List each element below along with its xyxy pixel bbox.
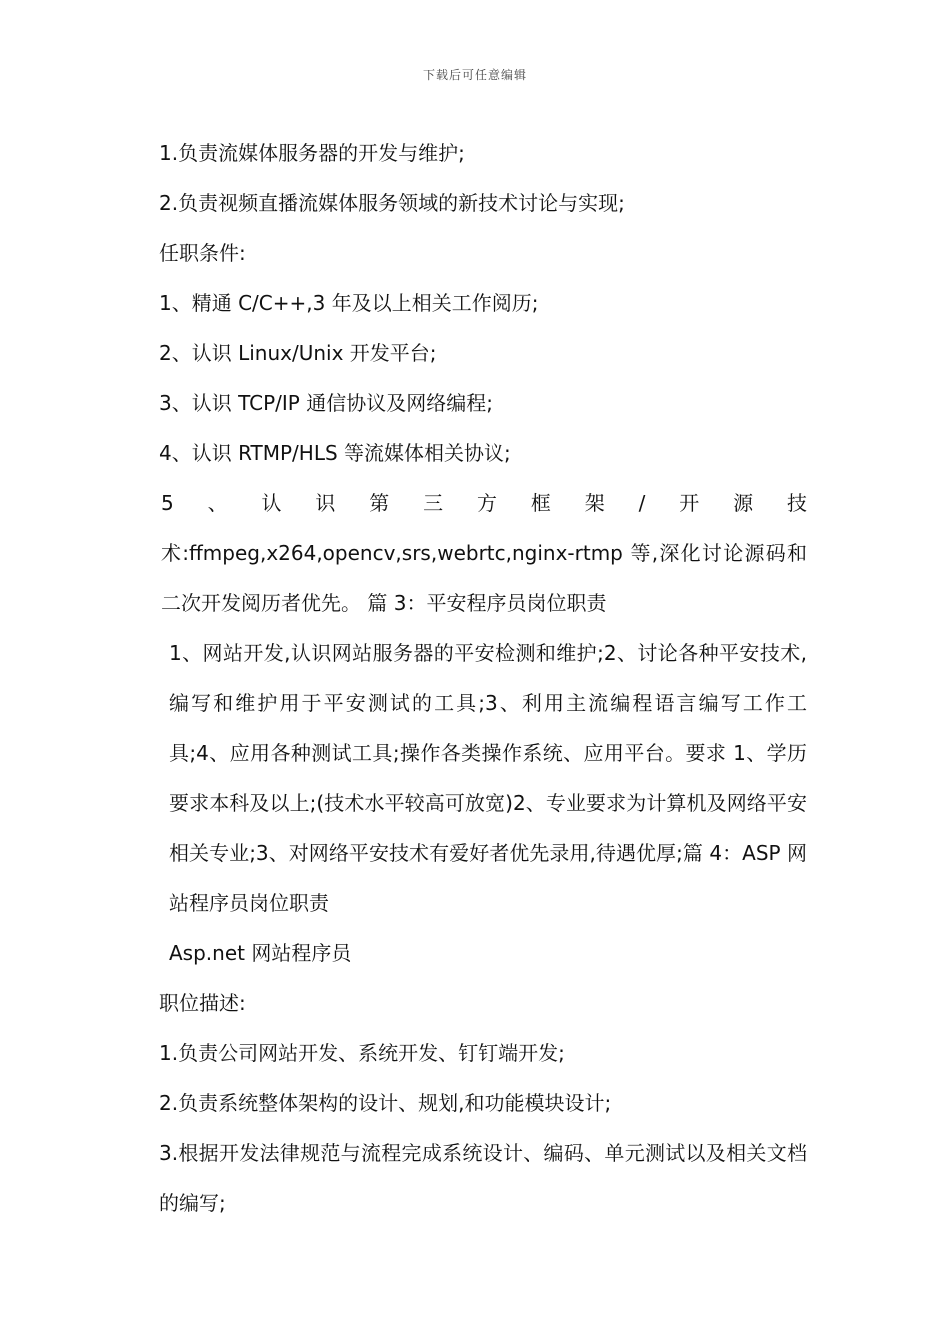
job-title-aspnet: Asp.net 网站程序员 [169, 941, 352, 965]
page-header: 下载后可任意编辑 [422, 68, 527, 82]
section-heading-description: 职位描述: [159, 991, 246, 1015]
requirement-item-4: 4、认识 RTMP/HLS 等流媒体相关协议; [159, 441, 511, 465]
security-programmer-paragraph: 1、网站开发,认识网站服务器的平安检测和维护;2、讨论各种平安技术,编写和维护用于平安测试的工具;3、利用主流编程语言编写工作工具;4、应用各种测试工具;操作各类操作系统、应用平台。要求 1、学历要求本科及以上;(技术水平较高可放宽)2、专业要求为计算机及网络平安相关专业;3、对网络平安技术有爱好者优先录用,待遇优厚;篇 4：ASP 网站程序员岗位职责 [169, 641, 807, 915]
section-heading-requirements: 任职条件: [159, 241, 246, 265]
requirement-item-5: 5、认识第三方框架/开源技术:ffmpeg,x264,opencv,srs,webrtc,nginx-rtmp 等,深化讨论源码和二次开发阅历者优先。 篇 3：平安程序员岗位职责 [161, 491, 807, 615]
description-item-2: 2.负责系统整体架构的设计、规划,和功能模块设计; [159, 1091, 612, 1115]
document-body [145, 128, 807, 1228]
duty-item-1: 1.负责流媒体服务器的开发与维护; [159, 141, 465, 165]
requirement-item-2: 2、认识 Linux/Unix 开发平台; [159, 341, 437, 365]
requirement-item-1: 1、精通 C/C++,3 年及以上相关工作阅历; [159, 291, 539, 315]
description-item-1: 1.负责公司网站开发、系统开发、钉钉端开发; [159, 1041, 565, 1065]
duty-item-2: 2.负责视频直播流媒体服务领域的新技术讨论与实现; [159, 191, 625, 215]
description-item-3: 3.根据开发法律规范与流程完成系统设计、编码、单元测试以及相关文档的编写; [159, 1141, 807, 1215]
requirement-item-3: 3、认识 TCP/IP 通信协议及网络编程; [159, 391, 493, 415]
